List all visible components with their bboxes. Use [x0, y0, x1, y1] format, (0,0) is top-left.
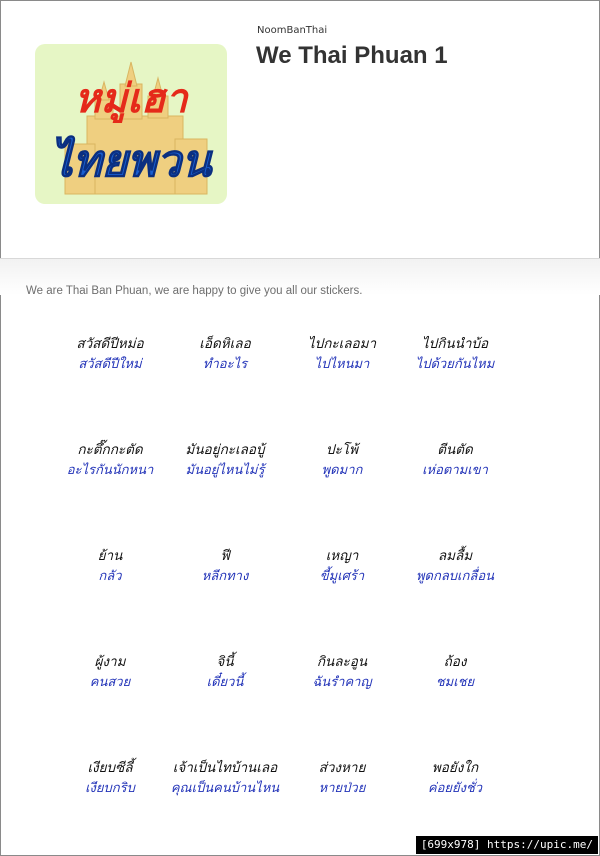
sticker-phuan-text: มันอยู่กะเลอบู้: [185, 442, 265, 458]
sticker-thai-text: เดี๋ยวนี้: [206, 675, 244, 690]
sticker-item[interactable]: [45, 440, 175, 500]
page-title: We Thai Phuan 1: [256, 42, 448, 69]
watermark: [699x978] https://upic.me/: [416, 836, 598, 854]
sticker-item[interactable]: [390, 440, 520, 500]
sticker-phuan-text: ไปกินนำบ้อ: [421, 336, 489, 352]
sticker-thai-text: ไปด้วยกันไหม: [415, 357, 495, 372]
sticker-item[interactable]: [160, 546, 290, 606]
sticker-logo: [35, 44, 227, 204]
sticker-item[interactable]: [277, 652, 407, 712]
sticker-phuan-text: ย้าน: [97, 548, 123, 564]
author-name[interactable]: NoomBanThai: [257, 25, 328, 36]
sticker-phuan-text: สวัสดีปีหม่อ: [76, 336, 144, 352]
sticker-item[interactable]: [160, 652, 290, 712]
logo-text-line1: หมู่เฮา: [74, 76, 188, 122]
sticker-phuan-text: เหญา: [325, 548, 359, 564]
sticker-phuan-text: ปะโพ้: [326, 442, 358, 458]
sticker-thai-text: ค่อยยังชั่ว: [427, 781, 483, 796]
sticker-item[interactable]: [390, 758, 520, 818]
sticker-phuan-text: พอยังใก: [431, 760, 479, 776]
sticker-phuan-text: ลมลื้ม: [437, 548, 473, 564]
sticker-thai-text: ชมเชย: [435, 675, 475, 690]
sticker-thai-text: เห่อตามเขา: [422, 463, 488, 478]
sticker-thai-text: สวัสดีปีใหม่: [78, 357, 142, 372]
sticker-item[interactable]: [45, 758, 175, 818]
sticker-phuan-text: ผู้งาม: [94, 654, 126, 670]
logo-text-line2: ไทยพวน: [50, 136, 212, 187]
sticker-item[interactable]: [390, 334, 520, 394]
sticker-thai-text: หลีกทาง: [201, 569, 249, 584]
sticker-item[interactable]: [277, 334, 407, 394]
sticker-thai-text: ทำอะไร: [202, 357, 248, 372]
sticker-thai-text: มันอยู่ไหนไม่รู้: [185, 463, 265, 478]
sticker-phuan-text: กะตึ๊กกะตัด: [77, 442, 143, 458]
sticker-item[interactable]: [277, 546, 407, 606]
sticker-thai-text: คุณเป็นคนบ้านไหน: [170, 781, 280, 796]
sticker-phuan-text: เอ็ดหิเลอ: [199, 336, 251, 352]
sticker-item[interactable]: [45, 652, 175, 712]
sticker-item[interactable]: [390, 546, 520, 606]
sticker-thai-text: กลัว: [98, 569, 122, 584]
sticker-phuan-text: กินละอูน: [316, 654, 368, 670]
sticker-item[interactable]: [160, 758, 290, 818]
sticker-item[interactable]: [160, 440, 290, 500]
sticker-thai-text: อะไรกันนักหนา: [66, 463, 154, 478]
sticker-thai-text: พูดมาก: [321, 463, 363, 478]
sticker-item[interactable]: [45, 334, 175, 394]
sticker-phuan-text: ไปกะเลอมา: [307, 336, 377, 352]
sticker-item[interactable]: [277, 758, 407, 818]
sticker-thai-text: พูดกลบเกลื่อน: [415, 569, 495, 584]
sticker-phuan-text: ถ้อง: [443, 654, 467, 670]
sticker-item[interactable]: [160, 334, 290, 394]
sticker-thai-text: ขี้มูเศร้า: [319, 569, 365, 584]
sticker-item[interactable]: [45, 546, 175, 606]
sticker-phuan-text: เงียบซีลี้: [87, 760, 133, 776]
sticker-item[interactable]: [277, 440, 407, 500]
sticker-thai-text: เงียบกริบ: [85, 781, 135, 796]
sticker-phuan-text: ส่วงหาย: [318, 760, 366, 776]
sticker-item[interactable]: [390, 652, 520, 712]
sticker-phuan-text: เจ้าเป็นไทบ้านเลอ: [172, 760, 278, 776]
sticker-thai-text: คนสวย: [89, 675, 131, 690]
sticker-phuan-text: ฟี: [220, 548, 230, 564]
sticker-thai-text: หายป่วย: [318, 781, 366, 796]
sticker-phuan-text: จินี้: [216, 654, 234, 670]
sticker-thai-text: ฉันรำคาญ: [312, 675, 372, 690]
sticker-thai-text: ไปไหนมา: [314, 357, 370, 372]
sticker-description: We are Thai Ban Phuan, we are happy to give you all our stickers.: [26, 285, 363, 297]
sticker-phuan-text: ตีนตัด: [437, 442, 473, 458]
sticker-header: [0, 0, 600, 258]
